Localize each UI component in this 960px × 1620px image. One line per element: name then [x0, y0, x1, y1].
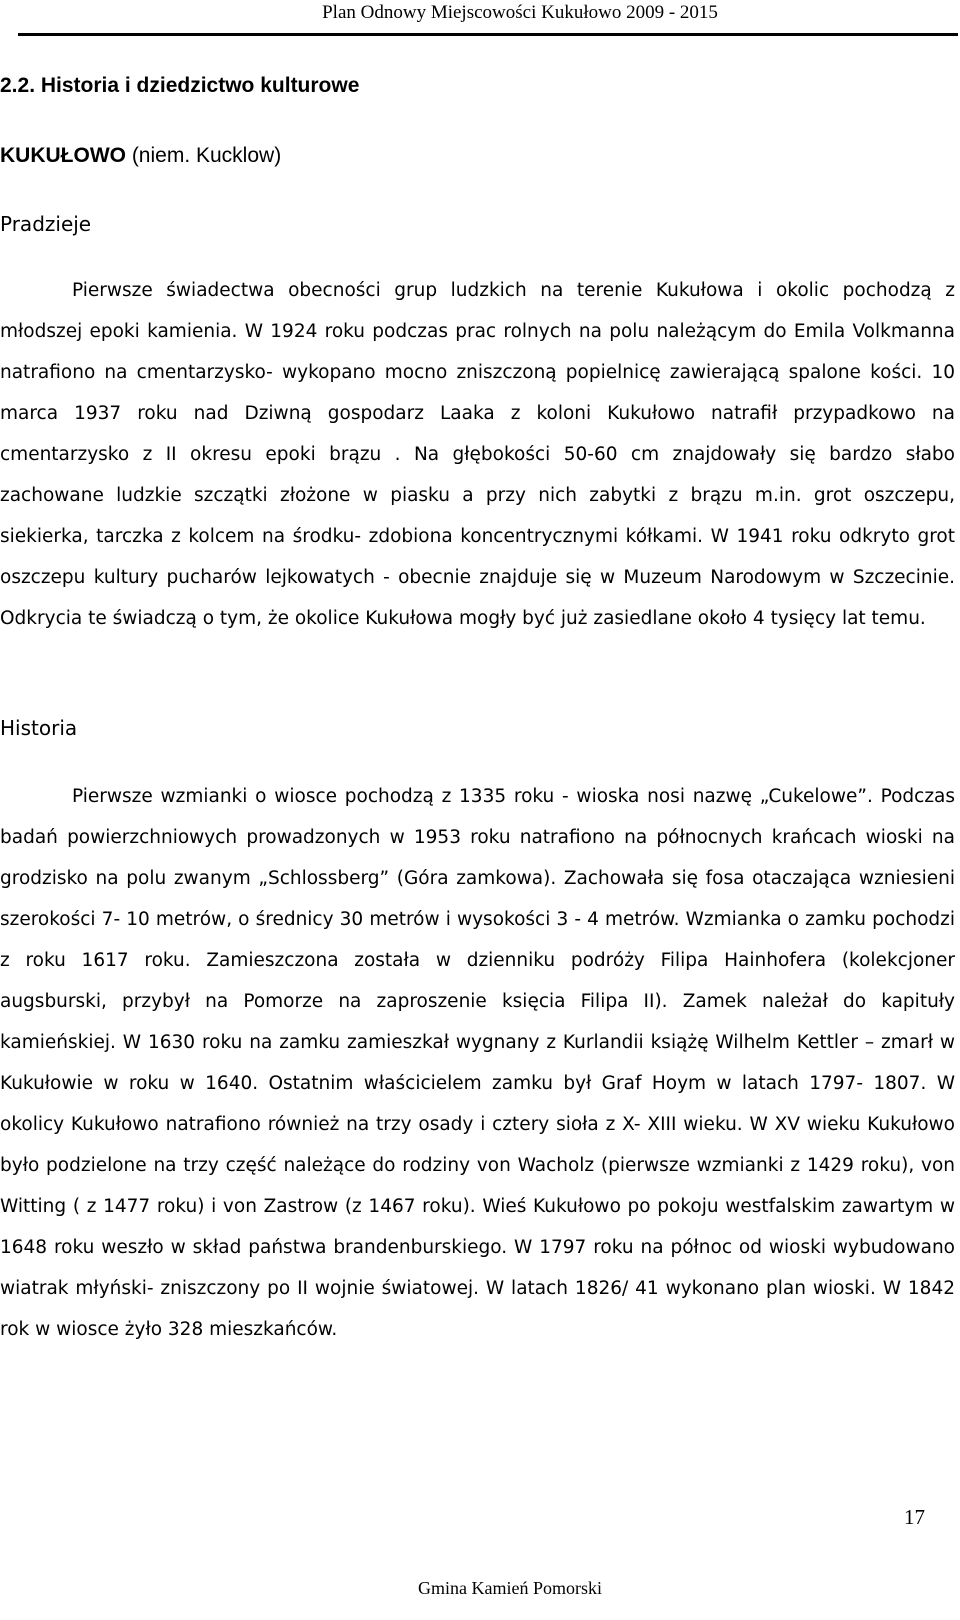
history-heading: Historia — [0, 716, 78, 740]
place-title — [0, 142, 281, 170]
prehistory-heading: Pradzieje — [0, 212, 92, 236]
section-heading: 2.2. Historia i dziedzictwo kulturowe — [0, 74, 360, 97]
prehistory-paragraph: Pierwsze świadectwa obecności grup ludzkich na terenie Kukułowa i okolic pochodzą z młodszej epoki kamienia. W 1924 roku podczas prac rolnych na polu należącym do Emila Volkmanna natrafiono na cmentarzysko- wykopano mocno zniszczoną popielnicę zawierającą spalone kości. 10 marca 1937 roku nad Dziwną gospodarz Laaka z koloni Kukułowo natrafił przypadkowo na cmentarzysko z II okresu epoki brązu . Na głębokości 50-60 cm znajdowały się bardzo słabo zachowane ludzkie szczątki złożone w piasku a przy nich zabytki z brązu m.in. grot oszczepu, siekierka, tarczka z kolcem na środku- zdobiona koncentrycznymi kółkami. W 1941 roku odkryto grot oszczepu kultury pucharów lejkowatych - obecnie znajduje się w Muzeum Narodowym w Szczecinie. Odkrycia te świadczą o tym, że okolice Kukułowa mogły być już zasiedlane około 4 tysięcy lat temu. — [0, 280, 955, 629]
place-name: KUKUŁOWO — [0, 144, 126, 167]
history-paragraph: Pierwsze wzmianki o wiosce pochodzą z 1335 roku - wioska nosi nazwę „Cukelowe”. Podczas badań powierzchniowych prowadzonych w 1953 roku natrafiono na północnych krańcach wioski na grodzisko na polu zwanym „Schlossberg” (Góra zamkowa). Zachowała się fosa otaczająca wzniesieni szerokości 7- 10 metrów, o średnicy 30 metrów i wysokości 3 - 4 metrów. Wzmianka o zamku pochodzi z roku 1617 roku. Zamieszczona została w dzienniku podróży Filipa Hainhofera (kolekcjoner augsburski, przybył na Pomorze na zaproszenie księcia Filipa II). Zamek należał do kapituły kamieńskiej. W 1630 roku na zamku zamieszkał wygnany z Kurlandii książę Wilhelm Kettler – zmarł w Kukułowie w roku w 1640. Ostatnim właścicielem zamku był Graf Hoym w latach 1797- 1807. W okolicy Kukułowo natrafiono również na trzy osady i cztery sioła z X- XIII wieku. W XV wieku Kukułowo było podzielone na trzy część należące do rodziny von Wacholz (pierwsze wzmianki z 1429 roku), von Witting ( z 1477 roku) i von Zastrow (z 1467 roku). Wieś Kukułowo po pokoju westfalskim zawartym w 1648 roku weszło w skład państwa brandenburskiego. W 1797 roku na północ od wioski wybudowano wiatrak młyński- zniszczony po II wojnie światowej. W latach 1826/ 41 wykonano plan wioski. W 1842 rok w wiosce żyło 328 mieszkańców. — [0, 786, 955, 1340]
header-rule — [18, 33, 958, 36]
page-number: 17 — [904, 1505, 925, 1529]
place-alt-name: (niem. Kucklow) — [125, 144, 282, 167]
running-header-title: Plan Odnowy Miejscowości Kukułowo 2009 - 2015 — [322, 2, 718, 23]
footer-text: Gmina Kamień Pomorski — [418, 1578, 602, 1598]
